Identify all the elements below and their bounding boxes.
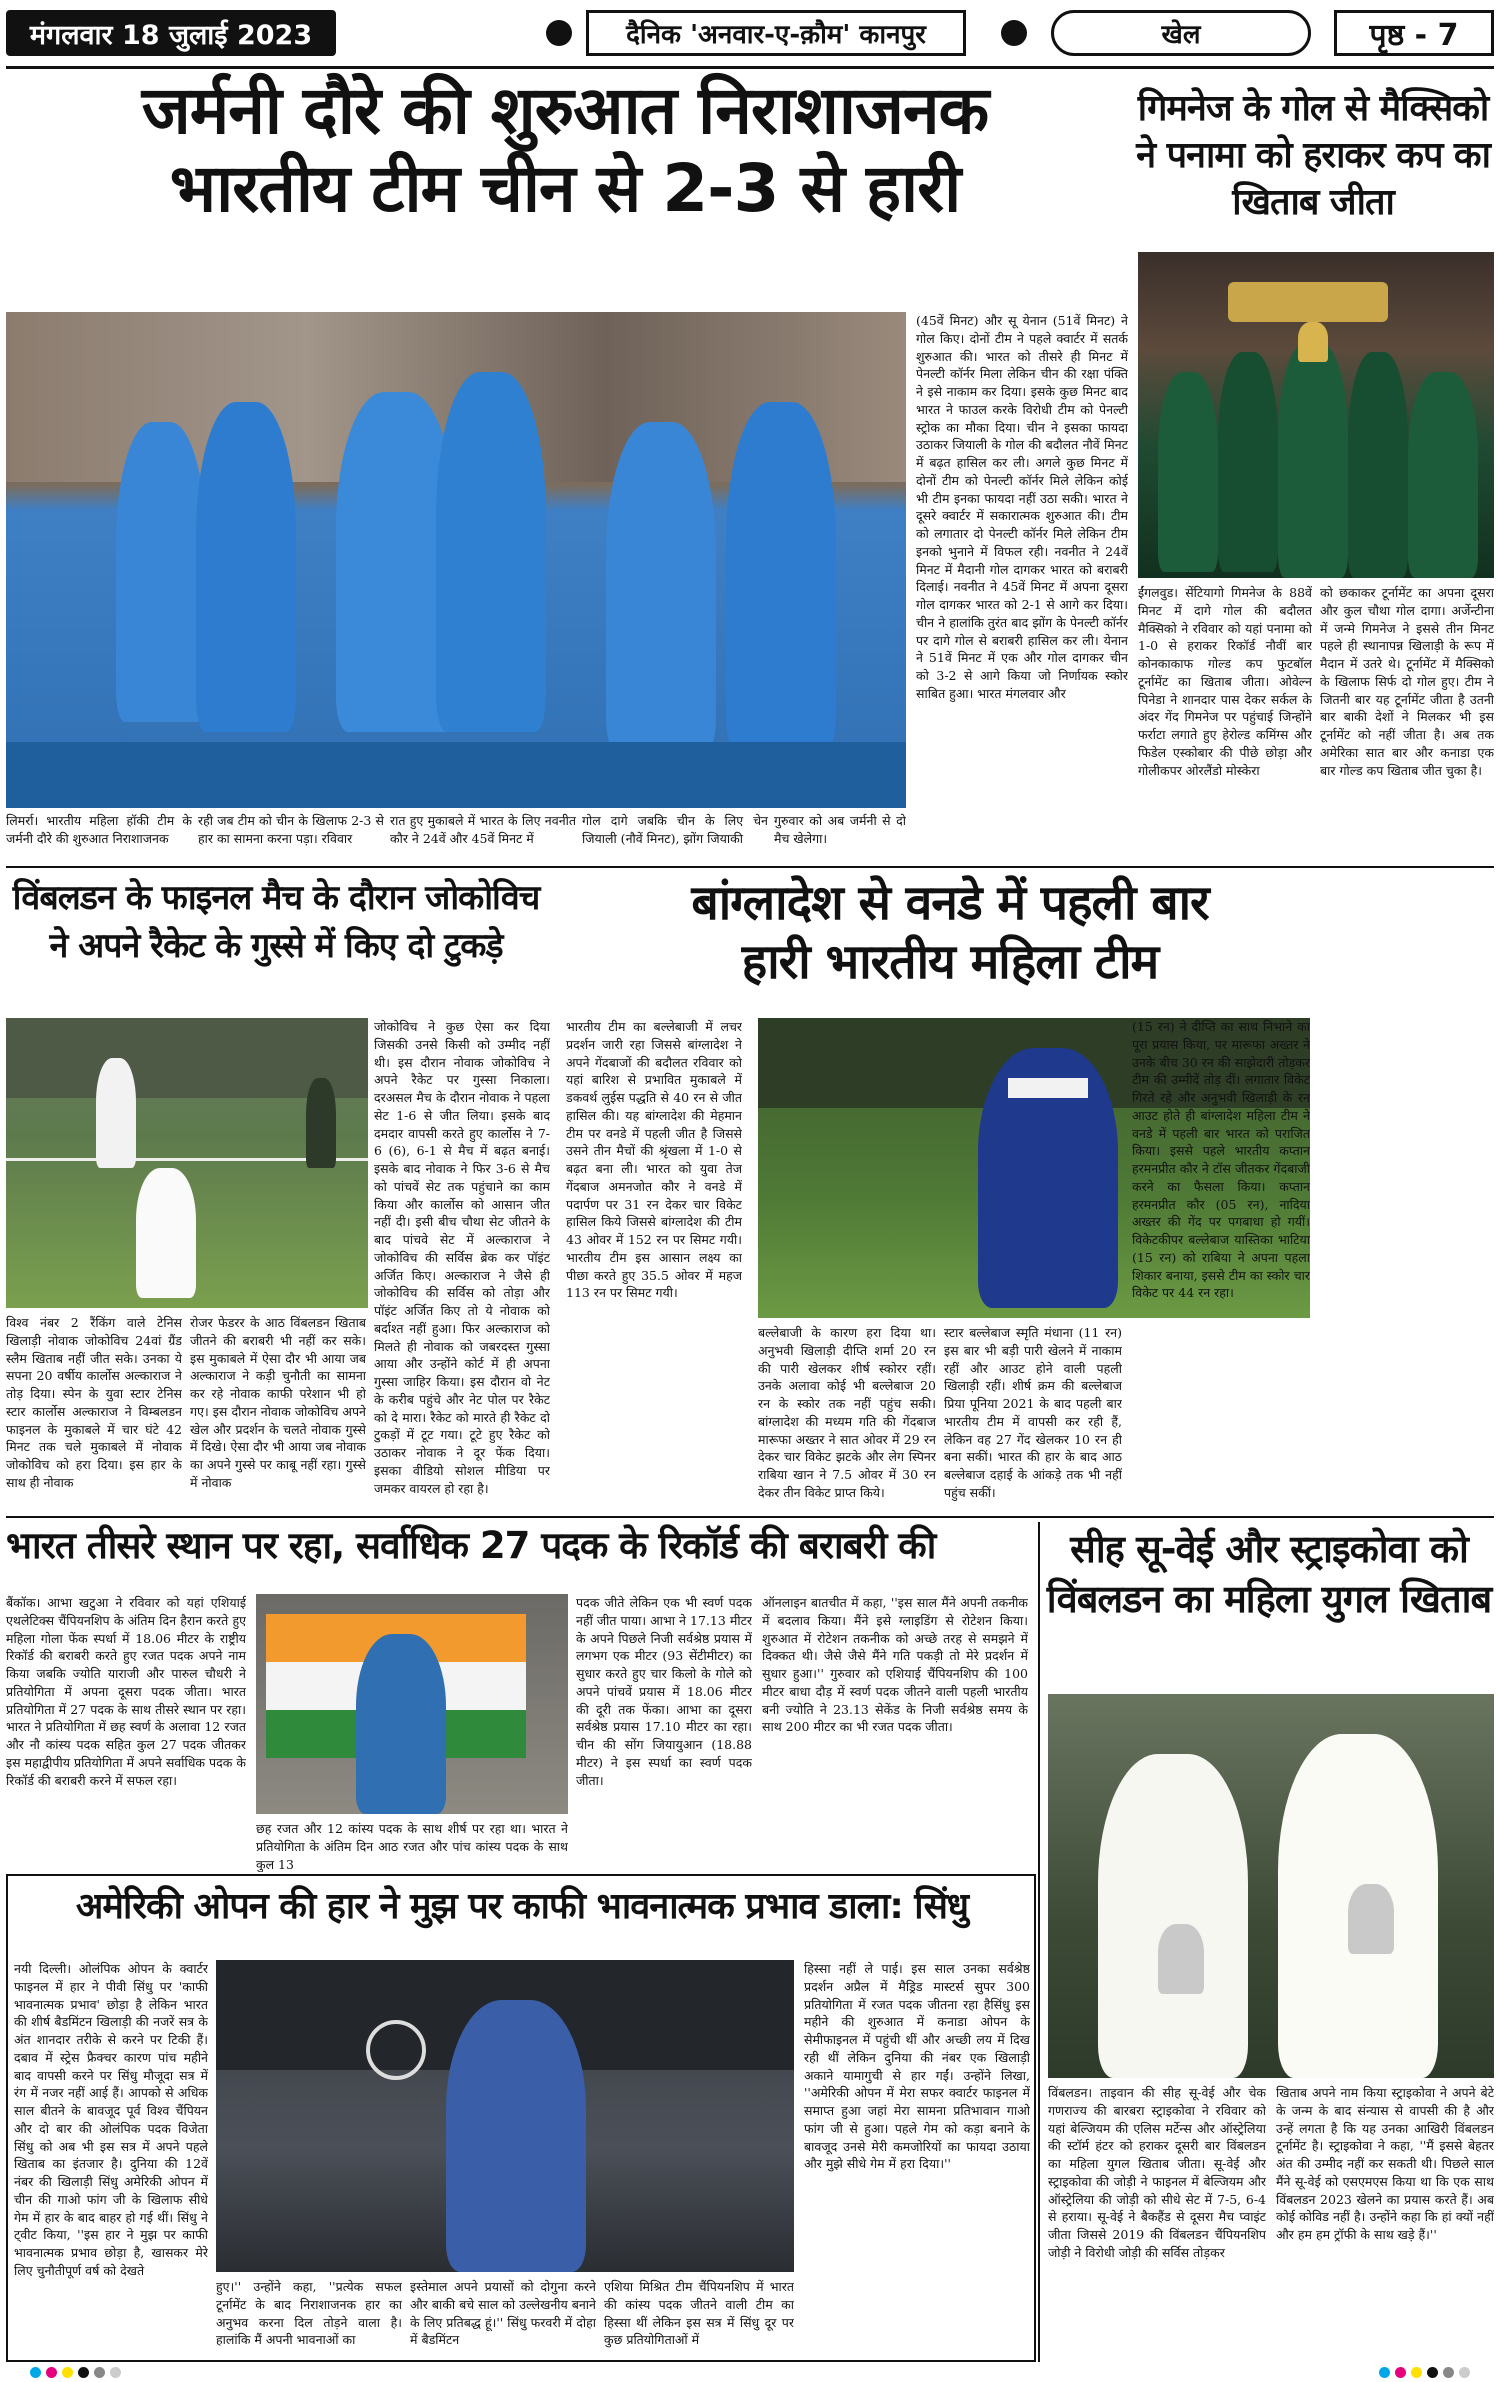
registration-dot — [1427, 2367, 1438, 2378]
section-label: खेल — [1051, 10, 1311, 56]
headline-line: विंबलडन के फाइनल मैच के दौरान जोकोविच — [12, 878, 540, 918]
story1-body: (45वें मिनट) और सू येनान (51वें मिनट) ने गोल किए। दोनों टीम ने पहले क्वार्टर में सतर्क शुरुआत की। भारत को तीसरे ही मिनट में पेनल्टी कॉर्नर मिला लेकिन चीन की रक्षा पंक्ति ने इसे नाकाम कर दिया। इसके कुछ मिनट बाद भारत ने फाउल करके विरोधी टीम को पेनल्टी स्ट्रोक का मौका दिया। चीन ने इसका फायदा उठाकर जियाली के गोल की बदौलत नौवें मिनट में बढ़त हासिल कर ली। अगले कुछ मिनट में दोनों टीम को पेनल्टी कॉर्नर मिले लेकिन कोई भी टीम इनका फायदा नहीं उठा सकी। भारत ने दूसरे क्वार्टर में सकारात्मक शुरुआत की। टीम को लगातार दो पेनल्टी कॉर्नर मिले लेकिन टीम इनको भुनाने में विफल रही। नवनीत ने 24वें मिनट में मैदानी गोल दागकर भारत को बराबरी दिलाई। नवनीत ने 45वें मिनट में अपना दूसरा गोल दागकर भारत को 2-1 से आगे कर दिया। चीन ने हालांकि तुरंत बाद झोंग के पेनल्टी कॉर्नर पर दागे गोल से बराबरी हासिल कर ली। येनान ने 51वें मिनट में एक और गोल दागकर चीन को 3-2 से आगे किया जो निर्णायक स्कोर साबित हुआ। भारत मंगलवार और — [916, 313, 1128, 701]
registration-dot — [1443, 2367, 1454, 2378]
story4-col2: बल्लेबाजी के कारण हरा दिया था। अनुभवी खिलाड़ी दीप्ति शर्मा 20 रन की पारी खेलकर शीर्ष स्कोरर रहीं। उनके अलावा कोई भी बल्लेबाज 20 रन के स्कोर तक नहीं पहुंच सकी। बांग्लादेश की मध्यम गति की गेंदबाज मारूफा अख्तर ने सात ओवर में 29 रन देकर चार विकेट झटके और लेग स्पिनर राबिया खान ने 7.5 ओवर में 30 रन देकर तीन विकेट प्राप्त किये। — [758, 1325, 936, 1500]
doubles-champions-photo — [1048, 1694, 1494, 2078]
registration-dot — [94, 2367, 105, 2378]
headline-line: हारी भारतीय महिला टीम — [741, 933, 1159, 990]
headline-line: ने अपने रैकेट के गुस्से में किए दो टुकड़े — [49, 926, 503, 967]
racket-icon — [366, 2020, 426, 2080]
registration-dot — [1395, 2367, 1406, 2378]
story7-caption: एशिया मिश्रित टीम चैंपियनशिप में भारत की कांस्य पदक जीतने वाली टीम का हिस्सा थीं लेकिन इस सत्र में सिंधु दूर पर कुछ प्रतियोगिताओं में — [604, 2279, 794, 2348]
column-rule — [1038, 1522, 1040, 2362]
hockey-team-photo — [6, 312, 906, 808]
story3-col1: विश्व नंबर 2 रैंकिंग वाले टेनिस खिलाड़ी नोवाक जोकोविच 24वां ग्रैंड स्लैम खिताब नहीं जीत सके। उनका ये सपना 20 वर्षीय कार्लोस अल्काराज ने तोड़ दिया। स्पेन के युवा स्टार टेनिस स्टार कार्लोस अल्काराज ने विम्बलडन फाइनल के मुकाबले में चार घंटे 42 मिनट तक चले मुकाबले में नोवाक जोकोविच को हरा दिया। इस हार के साथ ही नोवाक — [6, 1315, 182, 1490]
athlete-with-flag-photo — [256, 1594, 568, 1814]
player-figure — [1098, 1754, 1248, 2078]
player-figure — [1158, 372, 1218, 572]
print-registration-strip — [0, 2362, 1500, 2382]
player-figure — [726, 402, 836, 752]
bullet-dot — [546, 20, 572, 46]
paper-name: दैनिक 'अनवार-ए-क़ौम' कानपुर — [586, 10, 966, 56]
story4-col3: स्टार बल्लेबाज स्मृति मंधाना (11 रन) इस बार भी बड़ी पारी खेलने में नाकाम रहीं और आउट होने वाली पहली खिलाड़ी रहीं। शीर्ष क्रम की बल्लेबाज प्रिया पूनिया 2021 के बाद पहली बार भारतीय टीम में वापसी कर रही हैं, लेकिन वह 27 गेंद खेलकर 10 रन ही बना सकीं। भारत की हार के बाद आठ बल्लेबाज दहाई के आंकड़े तक भी नहीं पहुंच सकीं। — [944, 1325, 1122, 1500]
registration-dot — [62, 2367, 73, 2378]
story1-caption: गुरुवार को अब जर्मनी से दो मैच खेलेगा। — [774, 813, 906, 846]
player-figure — [96, 1058, 136, 1168]
player-figure — [1278, 342, 1348, 578]
masthead-bar — [6, 6, 1494, 60]
registration-dots-right — [1379, 2367, 1470, 2378]
athlete-figure — [356, 1634, 446, 1814]
story7-col2: हिस्सा नहीं ले पाई। इस साल उनका सर्वश्रेष्ठ प्रदर्शन अप्रैल में मैड्रिड मास्टर्स सुपर 300 प्रतियोगिता में रजत पदक जीतना रहा हैसिंधु इस महीने की शुरुआत में कनाडा ओपन के सेमीफाइनल में पहुंची थीं और अच्छी लय में दिख रही थीं लेकिन दुनिया की नंबर एक खिलाड़ी अकाने यामागुची से हार गईं। उन्होंने लिखा, ''अमेरिकी ओपन में मेरा सफर क्वार्टर फाइनल में समाप्त हुआ जहां मेरा सामना प्रतिभावान गाओ फांग जी से हुआ। पहले गेम को कड़ा बनाने के बावजूद उनसे मेरी कमजोरियों का फायदा उठाया और मुझे सीधे गेम में हरा दिया।'' — [804, 1961, 1030, 2172]
story1-caption: रही जब टीम को चीन के खिलाफ 2-3 से हार का सामना करना पड़ा। रविवार — [198, 813, 384, 846]
story2-col1: ईंगलवुड। सेंटियागो गिमनेज के 88वें मिनट में दागे गोल की बदौलत मैक्सिको ने रविवार को यहां पनामा को 1-0 से हराकर रिकॉर्ड नौवीं बार कोनकाकाफ गोल्ड कप फुटबॉल टूर्नामेंट का खिताब जीता। ओवेल्न पिनेडा ने शानदार पास देकर सर्कल के अंदर गेंद गिमनेज पर पहुंचाई जिन्होंने फर्राटा लगाते हुए हेरोल्ड कमिंग्स और फिडेल एस्कोबार की पीछे छोड़ा और गोलीकपर ओरलैंडो मोस्केरा — [1138, 585, 1312, 778]
registration-dot — [1379, 2367, 1390, 2378]
story4-col4: (15 रन) ने दीप्ति का साथ निभाने का पूरा प्रयास किया, पर मारूफा अख्तर ने उनके बीच 30 रन की साझेदारी तोड़कर टीम की उम्मीदें तोड़ दीं। लगातार विकेट गिरते रहे और अनुभवी खिलाड़ी के रन आउट होते ही बांग्लादेश महिला टीम ने वनडे में पहली बार भारत को पराजित किया। इससे पहले भारतीय कप्तान हरमनप्रीत कौर ने टॉस जीतकर गेंदबाजी करने का फैसला किया। कप्तान हरमनप्रीत कौर (05 रन), नादिया अख्तर की गेंद पर पगबाधा हो गयीं। विकेटकीपर बल्लेबाज यास्तिका भाटिया (15 रन) को राबिया ने अपना पहला शिकार बनाया, इससे टीम का स्कोर चार विकेट पर 44 रन रहा। — [1132, 1019, 1310, 1301]
registration-dot — [46, 2367, 57, 2378]
story5-headline: भारत तीसरे स्थान पर रहा, सर्वाधिक 27 पदक के रिकॉर्ड की बराबरी की — [6, 1524, 936, 1567]
registration-dot — [1459, 2367, 1470, 2378]
story3-col3: जोकोविच ने कुछ ऐसा कर दिया जिसकी उनसे किसी को उम्मीद नहीं थी। इस दौरान नोवाक जोकोविच ने अपने रैकेट पर गुस्सा निकाला। दरअसल मैच के दौरान नोवाक ने पहला सेट 1-6 से जीत लिया। इसके बाद दमदार वापसी करते हुए कार्लोस ने 7-6 (6), 6-1 से मैच में बढ़त बनाई। इसके बाद नोवाक ने फिर 3-6 से मैच को पांचवें सेट तक पहुंचाने का काम किया और कार्लोस को आसान जीत नहीं दी। इसी बीच चौथा सेट जीतने के बाद पांचवे सेट में अल्काराज ने जोकोविच की सर्विस ब्रेक कर पॉइंट अर्जित किए। अल्काराज ने जैसे ही जोकोविच की सर्विस को तोड़ा और पॉइंट अर्जित किए तो ये नोवाक को बर्दाश्त नहीं हुआ। फिर अल्काराज को मिलते ही नोवाक को जबरदस्त गुस्सा आया और उन्होंने कोर्ट में ही अपना गुस्सा जाहिर किया। इस दौरान वो नेट के करीब पहुंचे और नेट पोल पर रैकेट को दे मारा। रैकेट को मारते ही रैकेट दो टुकड़ों में टूट गया। टूटे हुए रैकेट को उठाकर नोवाक ने दूर फेंक दिया। इसका वीडियो सोशल मीडिया पर जमकर वायरल हो रहा है। — [374, 1019, 550, 1496]
story1-headline — [10, 72, 1120, 228]
story2-headline: गिमनेज के गोल से मैक्सिको ने पनामा को हराकर कप का खिताब जीता — [1136, 88, 1490, 223]
story6-col2: खिताब अपने नाम किया स्ट्राइकोवा ने अपने बेटे के जन्म के बाद संन्यास से वापसी की है और उन्हें लगता है कि यह उनका आखिरी विंबलडन टूर्नामेंट है। स्ट्राइकोवा ने कहा, ''मैं इससे बेहतर अंत की उम्मीद नहीं कर सकती थी। पिछले साल मैंने सू-वेई को एसएमएस किया था कि एक साथ विंबलडन 2023 खेलने का प्रयास करते हैं। अब कोई कोविड नहीं है। उन्होंने कहा कि हां क्यों नहीं और हम हम ट्रॉफी के साथ खड़े हैं।'' — [1276, 2085, 1494, 2242]
story4-col1: भारतीय टीम का बल्लेबाजी में लचर प्रदर्शन जारी रहा जिससे बांग्लादेश ने अपने गेंदबाजों की बदौलत रविवार को यहां बारिश से प्रभावित मुकाबले में डकवर्थ लुईस पद्धति से 40 रन से जीत हासिल की। यह बांग्लादेश की मेहमान टीम पर वनडे में पहली जीत है जिससे उसने तीन मैचों की श्रृंखला में 1-0 से बढ़त बना ली। भारत को युवा तेज गेंदबाज अमनजोत कौर ने वनडे में पदार्पण पर 31 रन देकर चार विकेट हासिल किये जिससे बांग्लादेश की टीम 43 ओवर में 152 रन पर सिमट गयी। भारतीय टीम इस आसान लक्ष्य का पीछा करते हुए 35.5 ओवर में महज 113 रन पर सिमट गयी। — [566, 1019, 742, 1301]
story5-col2: पदक जीते लेकिन एक भी स्वर्ण पदक नहीं जीत पाया। आभा ने 17.13 मीटर के अपने पिछले निजी सर्वश्रेष्ठ प्रयास में लगभग एक मीटर (93 सेंटीमीटर) का सुधार करते हुए चार किलो के गोले को अपने पांचवें प्रयास में 18.06 मीटर की दूरी तक फेंका। आभा का दूसरा सर्वश्रेष्ठ प्रयास 17.10 मीटर का रहा। चीन की सोंग जियायुआन (18.88 मीटर) ने इस स्पर्धा का स्वर्ण पदक जीता। — [576, 1595, 752, 1788]
player-figure — [436, 372, 546, 732]
section-divider — [6, 1516, 1494, 1518]
header-rule — [6, 66, 1494, 69]
player-figure — [1348, 352, 1408, 578]
story1-caption: गोल दागे जबकि चीन के लिए चेन जियाली (नौवें मिनट), झोंग जियाकी — [582, 813, 768, 846]
badminton-player-photo — [216, 1960, 794, 2272]
story3-col2: रोजर फेडरर के आठ विंबलडन खिताब जीतने की बराबरी भी नहीं कर सके। इस मुकाबले में ऐसा दौर भी आया जब अल्काराज ने कड़ी चुनौती का सामना कर रहे नोवाक काफी परेशान भी हो गए। इस दौरान नोवाक जोकोविच अपने खेल और प्रदर्शन के चलते नोवाक गुस्से में दिखे। ऐसा दौर भी आया जब नोवाक का अपने गुस्से पर काबू नहीं रहा। गुस्से में नोवाक — [190, 1315, 366, 1490]
story6-headline: सीह सू-वेई और स्ट्राइकोवा को विंबलडन का महिला युगल खिताब — [1046, 1527, 1492, 1622]
bullet-dot — [1001, 20, 1027, 46]
story7-headline: अमेरिकी ओपन की हार ने मुझ पर काफी भावनात्मक प्रभाव डाला: सिंधु — [75, 1886, 969, 1927]
player-figure — [1408, 372, 1478, 578]
headline-line: बांग्लादेश से वनडे में पहली बार — [691, 875, 1209, 931]
player-figure — [116, 422, 206, 722]
section-divider — [6, 866, 1494, 868]
story1-caption: लिमर्रा। भारतीय महिला हॉकी टीम के जर्मनी दौरे की शुरुआत निराशाजनक — [6, 813, 192, 846]
tennis-match-photo — [6, 1018, 368, 1308]
player-figure — [196, 402, 296, 732]
story5-caption: छह रजत और 12 कांस्य पदक के साथ शीर्ष पर रहा था। भारत ने प्रतियोगिता के अंतिम दिन आठ रजत और पांच कांस्य पदक के साथ कुल 13 — [256, 1821, 568, 1872]
headline-line: जर्मनी दौरे की शुरुआत निराशाजनक — [141, 72, 989, 149]
date-label: मंगलवार 18 जुलाई 2023 — [6, 10, 336, 56]
story5-col1: बैंकॉक। आभा खटुआ ने रविवार को यहां एशियाई एथलेटिक्स चैंपियनशिप के अंतिम दिन हैरान करते हुए महिला गोला फेंक स्पर्धा में 18.06 मीटर के राष्ट्रीय रिकॉर्ड की बराबरी करते हुए रजत पदक अपने नाम किया जबकि ज्योति याराजी और पारुल चौधरी ने प्रतियोगिता में अपना दूसरा पदक जीता। भारत प्रतियोगिता में 27 पदक के साथ तीसरे स्थान पर रहा। भारत ने प्रतियोगिता में छह स्वर्ण के अलावा 12 रजत और नौ कांस्य पदक सहित कुल 27 पदक जीतकर इस महाद्वीपीय प्रतियोगिता में अपने सर्वाधिक पदक के रिकॉर्ड की बराबरी करने में सफल रहा। — [6, 1595, 246, 1788]
story5-col3: ऑनलाइन बातचीत में कहा, ''इस साल मैंने अपनी तकनीक में बदलाव किया। मैंने इसे ग्लाइडिंग से रोटेशन किया। शुरुआत में रोटेशन तकनीक को अच्छे तरह से समझने में दिक्कत थी। जैसे जैसे मैंने गति पकड़ी तो मेरे प्रदर्शन में सुधार हुआ।'' गुरुवार को एशियाई चैंपियनशिप की 100 मीटर बाधा दौड़ में स्वर्ण पदक जीतने वाली पहली भारतीय बनी ज्योति ने 23.13 सेकेंड के निजी सर्वश्रेष्ठ समय के साथ 200 मीटर का भी रजत पदक जीता। — [762, 1595, 1028, 1735]
official-figure — [306, 1078, 336, 1168]
trophy-icon — [1158, 1924, 1204, 1994]
player-figure — [606, 422, 716, 752]
trophy-icon — [1298, 322, 1328, 362]
turf-foreground — [6, 742, 906, 808]
registration-dot — [1411, 2367, 1422, 2378]
champions-banner — [1228, 282, 1388, 322]
story4-headline — [566, 874, 1334, 991]
registration-dot — [110, 2367, 121, 2378]
trophy-icon — [1348, 1884, 1394, 1954]
player-figure — [136, 1168, 196, 1298]
jersey-sponsor — [1008, 1078, 1088, 1098]
story3-headline — [6, 874, 546, 971]
registration-dot — [78, 2367, 89, 2378]
story7-caption: हुए।'' उन्होंने कहा, ''प्रत्येक सफल टूर्नामेंट के बाद निराशाजनक हार का अनुभव करना दिल तोड़ने वाला है। हालांकि मैं अपनी भावनाओं का — [216, 2279, 402, 2348]
mexico-celebration-photo — [1138, 252, 1494, 578]
story2-col2: को छकाकर टूर्नामेंट का अपना दूसरा और कुल चौथा गोल दागा। अर्जेन्टीना में जन्मे गिमनेज ने इससे तीन मिनट पहले ही स्थानापन्न खिलाड़ी के रूप में मैदान में उतरे थे। टूर्नामेंट में मैक्सिको के खिलाफ सिर्फ दो गोल हुए। टीम ने जितनी बार यह टूर्नामेंट जीता है उतनी बार बाकी देशों ने मिलकर भी इस टूर्नामेंट को नहीं जीता है। अब तक अमेरिका सात बार और कनाडा एक बार गोल्ड कप खिताब जीत चुका है। — [1320, 585, 1494, 778]
story1-caption: रात हुए मुकाबले में भारत के लिए नवनीत कौर ने 24वें और 45वें मिनट में — [390, 813, 576, 846]
story6-col1: विंबलडन। ताइवान की सीह सू-वेई और चेक गणराज्य की बारबरा स्ट्राइकोवा ने रविवार को यहां बेल्जियम की एलिस मर्टेन्स और ऑस्ट्रेलिया की स्टॉर्म हंटर को हराकर दूसरी बार विंबलडन का महिला युगल खिताब जीता। सू-वेई और स्ट्राइकोवा की जोड़ी ने फाइनल में बेल्जियम और ऑस्ट्रेलिया की जोड़ी को सीधे सेट में 7-5, 6-4 से हराया। सू-वेई ने बैकहैंड से दूसरा मैच प्वाइंट जीता जिससे 2019 की विंबलडन चैंपियनशिप जोड़ी ने विरोधी जोड़ी की सर्विस तोड़कर — [1048, 2085, 1266, 2260]
headline-line: भारतीय टीम चीन से 2-3 से हारी — [169, 149, 961, 227]
player-figure — [1218, 352, 1278, 572]
registration-dot — [30, 2367, 41, 2378]
player-figure — [446, 2000, 586, 2272]
registration-dots-left — [30, 2367, 121, 2378]
story7-col1: नयी दिल्ली। ओलंपिक ओपन के क्वार्टर फाइनल में हार ने पीवी सिंधु पर 'काफी भावनात्मक प्रभाव' छोड़ा है लेकिन भारत की शीर्ष बैडमिंटन खिलाड़ी की नजरें सत्र के अंत शानदार तरीके से करने पर टिकी हैं। दबाव में स्ट्रेस फ्रैक्चर कारण पांच महीने बाद वापसी करने पर सिंधु मौजूदा सत्र में रंग में नजर नहीं आई हैं। आपको से अधिक साल बीतने के बावजूद पूर्व विश्व चैंपियन और दो बार की ओलंपिक पदक विजेता सिंधु को अब भी इस सत्र में अपने पहले खिताब का इंतजार है। दुनिया की 12वें नंबर की खिलाड़ी सिंधु अमेरिकी ओपन में चीन की गाओ फांग जी के खिलाफ सीधे गेम में हार के बाद बाहर हो गई थीं। सिंधु ने ट्वीट किया, ''इस हार ने मुझ पर काफी भावनात्मक प्रभाव छोड़ा है, खासकर मेरे लिए चुनौतीपूर्ण वर्ष को देखते — [14, 1961, 208, 2278]
page-number: पृष्ठ - 7 — [1334, 10, 1494, 56]
story7-caption: इस्तेमाल अपने प्रयासों को दोगुना करने और बाकी बचे साल को उल्लेखनीय बनाने के लिए प्रतिबद्ध हूं।'' सिंधु फरवरी में दोहा में बैडमिंटन — [410, 2279, 596, 2348]
